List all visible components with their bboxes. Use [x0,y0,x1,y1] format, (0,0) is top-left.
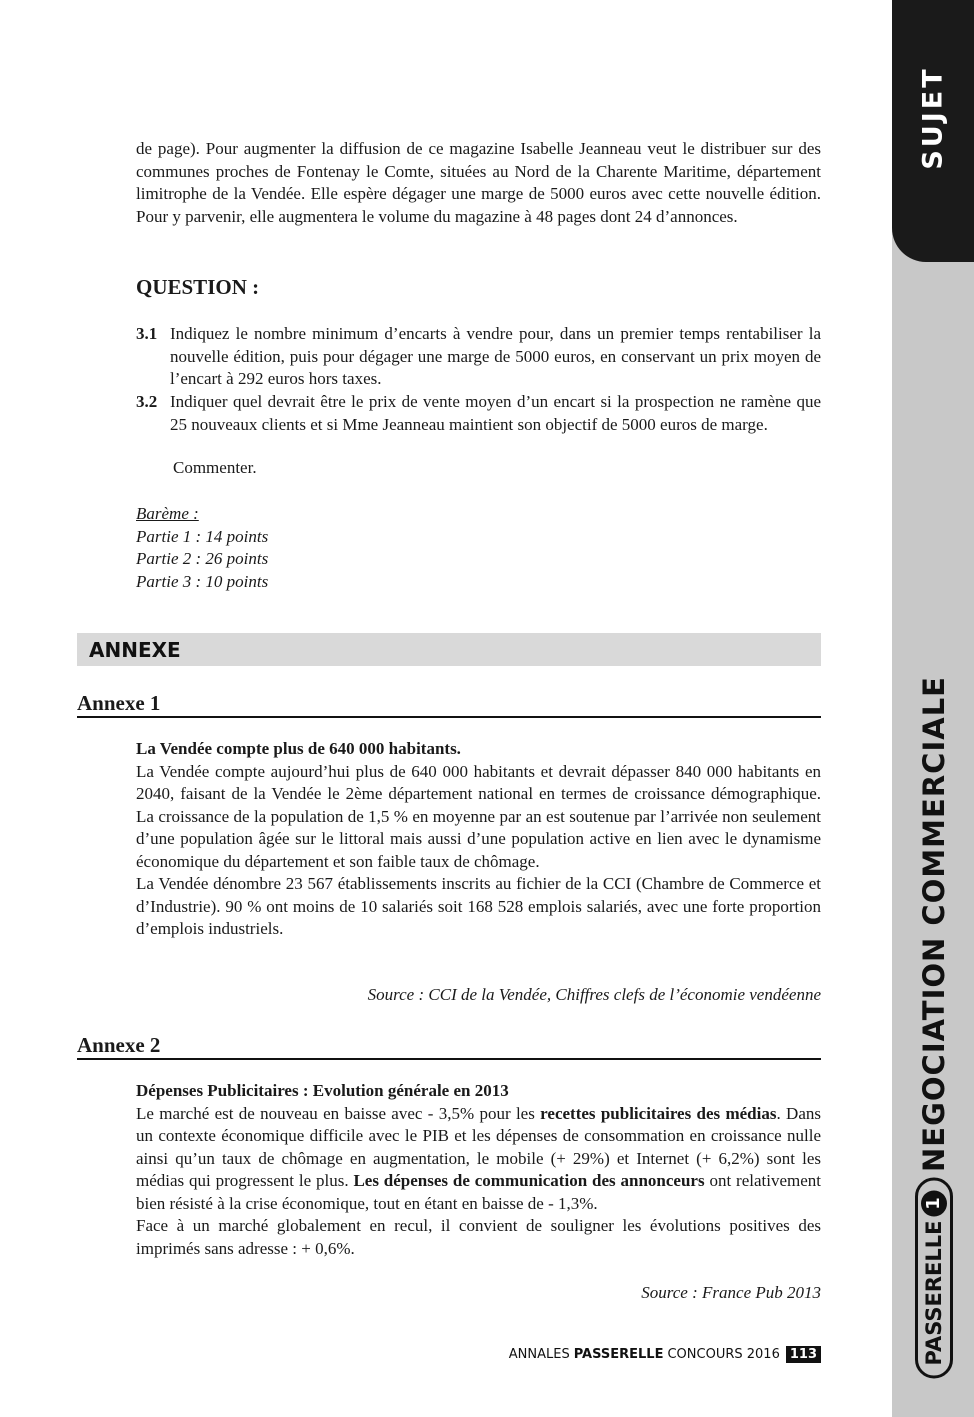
sidebar-section-label: NEGOCIATION COMMERCIALE [917,676,951,1172]
annexe2-bold-text: recettes publicitaires des médias [540,1103,777,1123]
logo-number: 1 [921,1191,947,1217]
annexe-band-label: ANNEXE [89,638,181,662]
intro-paragraph: de page). Pour augmenter la diffusion de ce magazine Isabelle Jeanneau veut le distribuer sur des communes proches de Fontenay le Comte, situées au Nord de la Charente Maritime, département limitrophe de la Vendée. Elle espère dégager une marge de 5000 euros avec cette nouvelle édition. Pour y parvenir, elle augmentera le volume du magazine à 48 pages dont 24 d’annonces. [136,139,821,226]
question-comment: Commenter. [173,458,257,477]
question-item [136,323,821,391]
annexe1-subtitle: La Vendée compte plus de 640 000 habitants. [136,739,461,758]
annexe2-source: Source : France Pub 2013 [641,1283,821,1302]
annexe2-paragraph: Face à un marché globalement en recul, il convient de souligner les évolutions positives des imprimés sans adresse : + 0,6%. [136,1216,821,1258]
question-title: QUESTION : [136,275,260,299]
annexe-band [77,633,821,666]
bareme-title: Barème : [136,504,199,523]
passerelle-logo [915,1178,953,1379]
annexe2-text: . Dans un contexte économique difficile avec le PIB et les dépenses de consommation en croissance nulle ainsi qu’un taux de chômage en augmentation, le mobile (+ 29%) et Internet (+ 6,2%) sont les médias qui progressent le plus. [136,1103,821,1190]
annexe1-body [136,738,821,941]
bareme-line: Partie 1 : 14 points [136,526,269,546]
annexe2-bold-text: Les dépenses de communication des annonceurs [353,1171,705,1190]
footer-prefix: ANNALES [508,1347,570,1362]
annexe2-subtitle: Dépenses Publicitaires : Evolution générale en 2013 [136,1081,509,1100]
footer-suffix: CONCOURS 2016 [667,1347,780,1362]
annexe2-body [136,1080,821,1260]
intro-section [136,138,821,228]
question-number: 3.1 [136,324,158,343]
page-footer [509,1346,821,1363]
logo-text: PASSERELLE [922,1220,946,1366]
annexe1-paragraph: La Vendée dénombre 23 567 établissements inscrits au fichier de la CCI (Chambre de Commerce et d’Industrie). 90 % ont moins de 10 salariés soit 168 528 emplois salariés, avec une forte proportion d’emplois industriels. [136,874,821,938]
annexe1-paragraph: La Vendée compte aujourd’hui plus de 640 000 habitants et devrait dépasser 840 000 habitants en 2040, faisant de la Vendée le 2ème département national en termes de croissance démographique. La croissance de la population de 1,5 % en moyenne par an est soutenue par l’arrivée non seulement d’une population âgée sur le littoral mais aussi d’une population active en lien avec le dynamisme économique du département et son faible taux de chômage. [136,761,821,871]
annexe2-text: ont relativement bien résisté à la crise économique, tout en étant en baisse de - 1,3%. [136,1171,821,1213]
question-text: Indiquer quel devrait être le prix de vente moyen d’un encart si la prospection ne ramène que 25 nouveaux clients et si Mme Jeanneau maintient son objectif de 5000 euros de marge. [170,392,821,434]
annexe2-paragraph [136,1103,821,1216]
annexe2-heading: Annexe 2 [77,1032,821,1060]
bareme [136,503,268,593]
annexe1-source: Source : CCI de la Vendée, Chiffres clefs de l’économie vendéenne [367,985,821,1004]
bareme-line: Partie 2 : 26 points [136,549,269,568]
question-item [136,391,821,436]
annexe2-text: Le marché est de nouveau en baisse avec - 3,5% pour les [136,1103,541,1123]
question-text: Indiquez le nombre minimum d’encarts à vendre pour, dans un premier temps rentabiliser la nouvelle édition, puis pour dégager une marge de 5000 euros, en conservant un prix moyen de l’encart à 292 euros hors taxes. [170,324,821,388]
sidebar-tab-label: SUJET [917,66,949,170]
annexe1-heading: Annexe 1 [77,690,821,718]
bareme-line: Partie 3 : 10 points [136,571,269,591]
question-number: 3.2 [136,392,158,411]
page-number: 113 [786,1346,821,1363]
footer-brand: PASSERELLE [573,1347,664,1362]
